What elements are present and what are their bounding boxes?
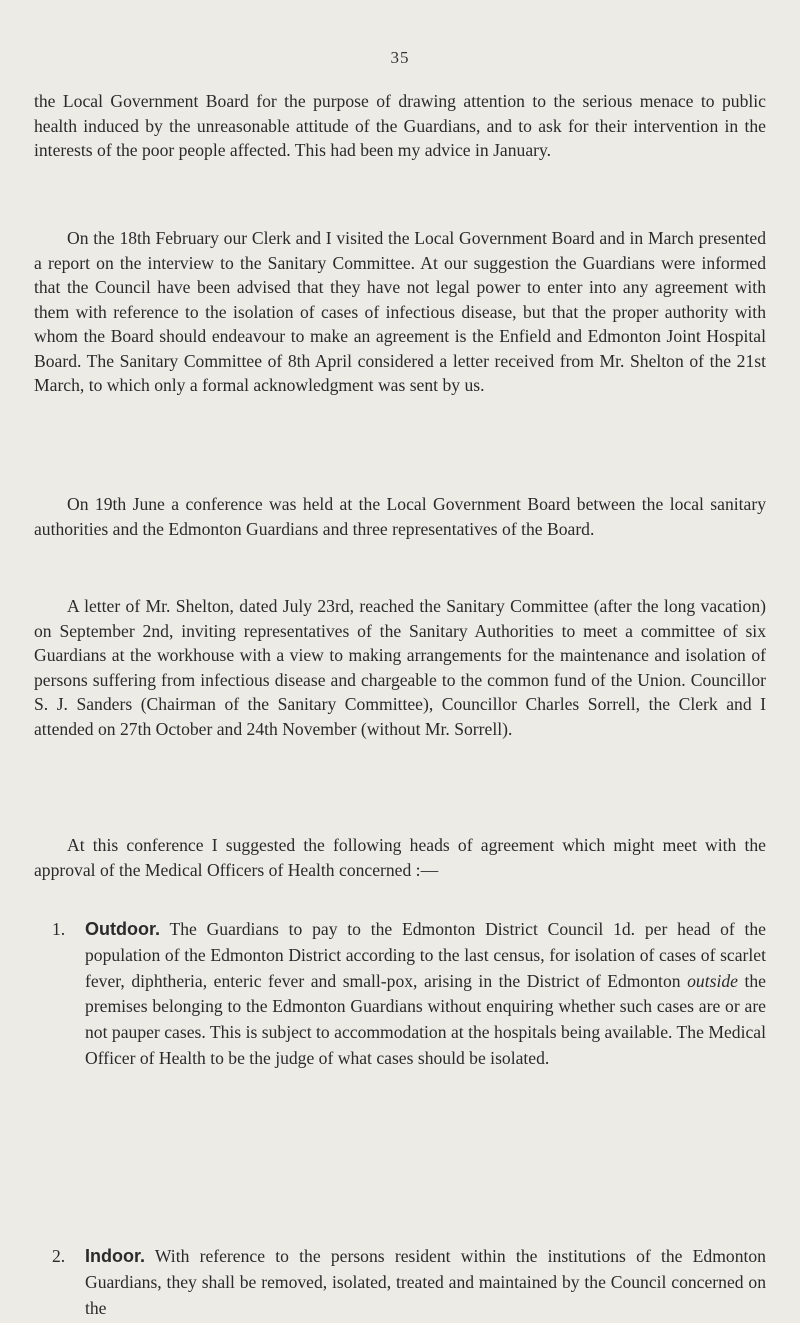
list-item-indoor [52,1244,766,1321]
list-item-heading: Indoor. [85,1246,145,1266]
list-item-text: The Guardians to pay to the Edmonton District Council 1d. per head of the population of the Edmonton District according to the last census, for isolation of cases of scarlet fever, diphtheria, enteric fever and small-pox, arising in the District of Edmonton [85,919,766,991]
paragraph-continuation [34,89,766,163]
paragraph-heads-of-agreement [34,833,766,882]
list-item-text-continued: the premises belonging to the Edmonton Guardians without enquiring whether such cases are or are not pauper cases. This is subject to accommodation at the hospitals being available. The Medical Officer of Health to be the judge of what cases should be isolated. [85,970,766,1068]
paragraph-conference [34,492,766,541]
paragraph-letter [34,594,766,741]
list-item-number: 2. [52,1246,66,1266]
list-item-text: With reference to the persons resident within the institutions of the Edmonton Guardians, they shall be removed, isolated, treated and maintained by the Council concerned on the [85,1246,766,1318]
list-item-emphasis: outside [687,970,738,991]
paragraph-1: the Local Government Board for the purpose of drawing attention to the serious menace to public health induced by the unreasonable attitude of the Guardians, and to ask for their intervention in the interests of the poor people affected. This had been my advice in January. [34,91,766,160]
list-item-outdoor [52,917,766,1072]
paragraph-5: At this conference I suggested the following heads of agreement which might meet with the approval of the Medical Officers of Health concerned :— [34,835,766,880]
paragraph-2: On the 18th February our Clerk and I visited the Local Government Board and in March presented a report on the interview to the Sanitary Committee. At our suggestion the Guardians were informed that the Council have been advised that they have not legal power to enter into any agreement with them with reference to the isolation of cases of infectious disease, but that the proper authority with whom the Board should endeavour to make an agreement is the Enfield and Edmonton Joint Hospital Board. The Sanitary Committee of 8th April considered a letter received from Mr. Shelton of the 21st March, to which only a formal acknowledgment was sent by us. [34,228,766,395]
paragraph-4: A letter of Mr. Shelton, dated July 23rd, reached the Sanitary Committee (after the long vacation) on September 2nd, inviting representatives of the Sanitary Authorities to meet a committee of six Guardians at the workhouse with a view to making arrangements for the maintenance and isolation of persons suffering from infectious disease and chargeable to the common fund of the Union. Councillor S. J. Sanders (Chairman of the Sanitary Committee), Councillor Charles Sorrell, the Clerk and I attended on 27th October and 24th November (without Mr. Sorrell). [34,596,766,739]
paragraph-visit [34,226,766,398]
page-number: 35 [390,48,410,67]
paragraph-3: On 19th June a conference was held at the Local Government Board between the local sanitary authorities and the Edmonton Guardians and three representatives of the Board. [34,494,766,539]
list-item-number: 1. [52,919,66,939]
list-item-heading: Outdoor. [85,919,160,939]
